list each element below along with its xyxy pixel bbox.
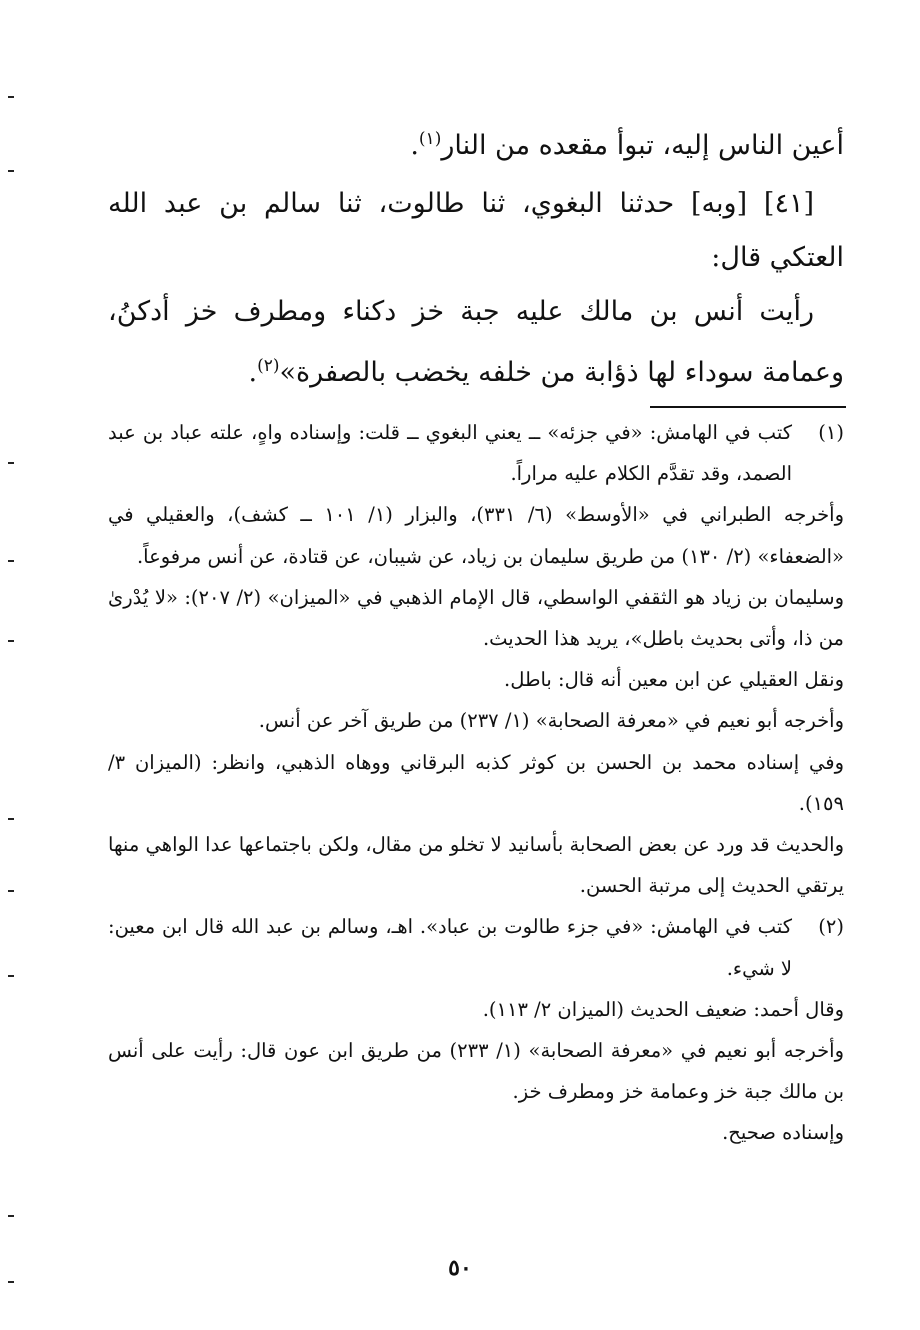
footnote-1-paragraph: ونقل العقيلي عن ابن معين أنه قال: باطل.	[504, 668, 844, 692]
footnote-2	[108, 906, 844, 1153]
margin-tick	[8, 1281, 14, 1283]
footnote-separator	[650, 406, 846, 408]
hadith-body	[108, 285, 844, 400]
footnote-ref-2[interactable]: (٢)	[257, 356, 280, 376]
main-line-1-end: .	[410, 130, 419, 161]
margin-tick	[8, 96, 14, 98]
main-line-1	[108, 112, 844, 173]
margin-tick	[8, 818, 14, 820]
margin-tick	[8, 890, 14, 892]
footnote-ref-1[interactable]: (١)	[418, 129, 442, 149]
page-number: ٥٠	[448, 1255, 472, 1281]
margin-tick	[8, 640, 14, 642]
main-line-1-text: أعين الناس إليه، تبوأ مقعده من النار	[441, 130, 844, 161]
footnote-1	[108, 412, 844, 906]
footnote-1-paragraph: وأخرجه الطبراني في «الأوسط» (٦/ ٣٣١)، والبزار (١/ ١٠١ ــ كشف)، والعقيلي في «الضعفاء» (٢/ ١٣٠) من طريق سليمان بن زياد، عن شيبان، عن قتادة، عن أنس مرفوعاً.	[108, 503, 844, 568]
footnote-1-paragraph: وسليمان بن زياد هو الثقفي الواسطي، قال الإمام الذهبي في «الميزان» (٢/ ٢٠٧): «لا يُدْرىٰ من ذا، وأتى بحديث باطل»، يريد هذا الحديث.	[108, 585, 845, 651]
footnote-2-paragraph: وأخرجه أبو نعيم في «معرفة الصحابة» (١/ ٢٣٣) من طريق ابن عون قال: رأيت على أنس بن مالك جبة خز وعمامة خز ومطرف خز.	[108, 1039, 844, 1104]
margin-tick	[8, 462, 14, 464]
footnote-1-first: كتب في الهامش: «في جزئه» ــ يعني البغوي ــ قلت: وإسناده واهٍ، علته عباد بن عبد الصمد، وقد تقدَّم الكلام عليه مراراً.	[108, 421, 792, 486]
footnote-1-paragraph: وأخرجه أبو نعيم في «معرفة الصحابة» (١/ ٢٣٧) من طريق آخر عن أنس.	[258, 709, 844, 733]
footnotes	[108, 412, 844, 1154]
margin-tick	[8, 1215, 14, 1217]
footnote-2-number: (٢)	[818, 915, 844, 939]
hadith-body-end: .	[248, 357, 258, 388]
footnote-2-first: كتب في الهامش: «في جزء طالوت بن عباد». اهـ، وسالم بن عبد الله قال ابن معين: لا شيء.	[108, 915, 792, 980]
hadith-heading: [٤١] [وبه] حدثنا البغوي، ثنا طالوت، ثنا سالم بن عبد الله العتكي قال:	[108, 188, 844, 273]
hadith-body-text: رأيت أنس بن مالك عليه جبة خز دكناء ومطرف خز أدكنُ، وعمامة سوداء لها ذؤابة من خلفه يخضب بالصفرة»	[108, 296, 844, 388]
main-text	[108, 112, 844, 400]
margin-tick	[8, 975, 14, 977]
footnote-1-paragraph: وفي إسناده محمد بن الحسن بن كوثر كذبه البرقاني ووهاه الذهبي، وانظر: (الميزان ٣/ ١٥٩).	[108, 750, 844, 815]
footnote-1-number: (١)	[818, 421, 844, 444]
footnote-2-paragraph: وإسناده صحيح.	[722, 1121, 844, 1145]
footnote-2-paragraph: وقال أحمد: ضعيف الحديث (الميزان ٢/ ١١٣).	[482, 997, 844, 1021]
margin-tick	[8, 560, 14, 562]
footnote-1-paragraph: والحديث قد ورد عن بعض الصحابة بأسانيد لا تخلو من مقال، ولكن باجتماعها عدا الواهي منها يرتقي الحديث إلى مرتبة الحسن.	[108, 833, 844, 898]
margin-tick	[8, 170, 14, 172]
